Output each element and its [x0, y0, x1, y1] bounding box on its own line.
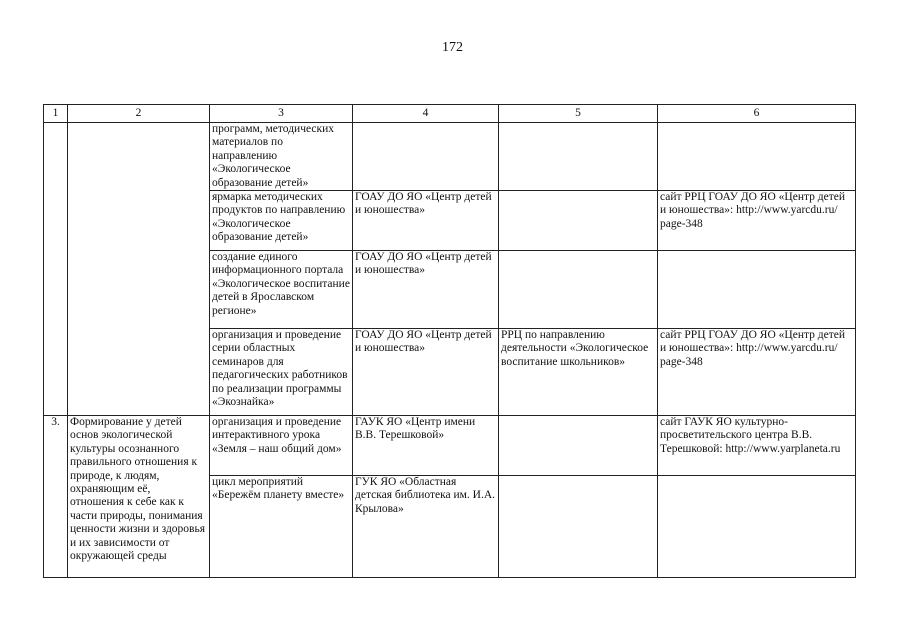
goal-cell: Формирование у детей основ экологической культуры осознанного правильного отношения к природе, к людям, охраняющим её, отношения к себе как к части природы, понимания ценности жизни и здоровья и их зависимости от окружающей среды	[68, 416, 210, 578]
activity-cell: программ, методических материалов по направлению «Экологическое образование детей»	[210, 123, 353, 191]
partner-cell	[499, 476, 658, 578]
partner-cell	[499, 251, 658, 329]
table-row	[44, 123, 856, 191]
resource-cell: сайт РРЦ ГОАУ ДО ЯО «Центр детей и юношества»: http://www.yarcdu.ru/ page-348	[658, 329, 856, 416]
column-header-1: 1	[44, 105, 68, 123]
page-number: 172	[442, 40, 463, 55]
organizer-cell: ГОАУ ДО ЯО «Центр детей и юношества»	[353, 191, 499, 251]
row-number-cell: 3.	[44, 416, 68, 578]
resource-cell	[658, 251, 856, 329]
resource-cell: сайт ГАУК ЯО культурно-просветительского центра В.В. Терешковой: http://www.yarplaneta.ru	[658, 416, 856, 476]
column-header-4: 4	[353, 105, 499, 123]
activity-cell: организация и проведение интерактивного урока «Земля – наш общий дом»	[210, 416, 353, 476]
organizer-cell: ГАУК ЯО «Центр имени В.В. Терешковой»	[353, 416, 499, 476]
table-cell	[44, 123, 68, 416]
activity-cell: ярмарка методических продуктов по направлению «Экологическое образование детей»	[210, 191, 353, 251]
activities-table	[43, 104, 856, 578]
partner-cell	[499, 191, 658, 251]
column-header-2: 2	[68, 105, 210, 123]
partner-cell	[499, 416, 658, 476]
table-cell	[68, 123, 210, 416]
column-number-row	[44, 105, 856, 123]
organizer-cell: ГОАУ ДО ЯО «Центр детей и юношества»	[353, 251, 499, 329]
column-header-3: 3	[210, 105, 353, 123]
partner-cell: РРЦ по направлению деятельности «Экологическое воспитание школьников»	[499, 329, 658, 416]
partner-cell	[499, 123, 658, 191]
organizer-cell	[353, 123, 499, 191]
activity-cell: организация и проведение серии областных семинаров для педагогических работников по реализации программы «Экознайка»	[210, 329, 353, 416]
column-header-6: 6	[658, 105, 856, 123]
column-header-5: 5	[499, 105, 658, 123]
resource-cell	[658, 123, 856, 191]
resource-cell	[658, 476, 856, 578]
organizer-cell: ГУК ЯО «Областная детская библиотека им. И.А. Крылова»	[353, 476, 499, 578]
table-row	[44, 416, 856, 476]
organizer-cell: ГОАУ ДО ЯО «Центр детей и юношества»	[353, 329, 499, 416]
resource-cell: сайт РРЦ ГОАУ ДО ЯО «Центр детей и юношества»: http://www.yarcdu.ru/ page-348	[658, 191, 856, 251]
activity-cell: цикл мероприятий «Бережём планету вместе»	[210, 476, 353, 578]
activity-cell: создание единого информационного портала «Экологическое воспитание детей в Ярославском регионе»	[210, 251, 353, 329]
